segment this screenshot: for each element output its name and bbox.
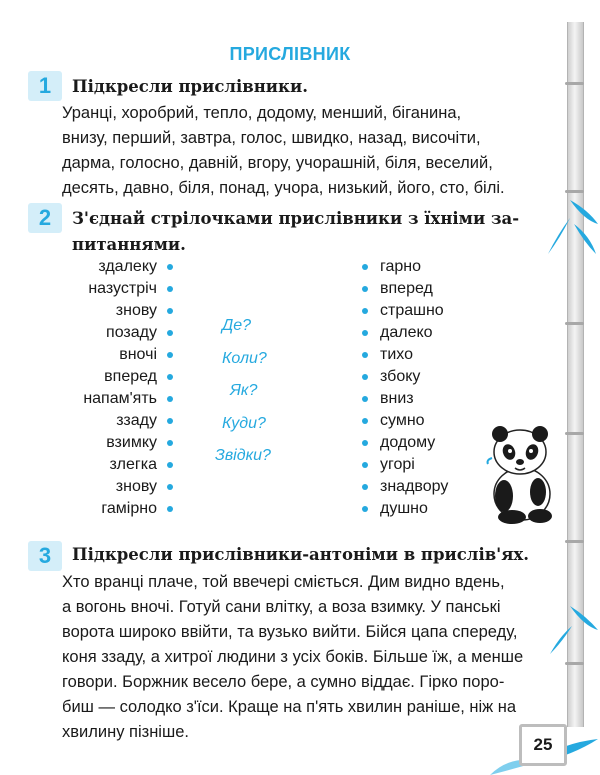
adverb-word: знадвору [380,478,449,495]
match-item[interactable] [362,388,502,410]
match-item[interactable] [362,366,502,388]
task-text [62,101,562,201]
adverb-word: вниз [380,390,414,407]
adverb-word: гарно [380,258,422,275]
connection-dot[interactable] [167,396,173,402]
connection-dot[interactable] [167,462,173,468]
adverb-word: збоку [380,368,421,385]
text-line: десять, давно, біля, понад, учора, низький, його, сто, білі. [62,179,505,197]
connection-dot[interactable] [167,418,173,424]
adverb-word: напам'ять [83,390,157,407]
task-title [72,206,562,258]
match-item[interactable] [362,300,502,322]
match-item[interactable] [362,498,502,520]
adverb-word: сумно [380,412,425,429]
adverb-word: знову [115,478,157,495]
text-line: дарма, голосно, давній, вгору, учорашній, біля, веселий, [62,154,493,172]
task-title-line: питаннями. [72,235,186,254]
text-line: коня ззаду, а хитрої людини з усіх боків. Більше їж, а менше [62,648,524,666]
connection-dot[interactable] [362,330,368,336]
match-item[interactable] [60,454,173,476]
adverb-word: вночі [119,346,157,363]
connection-dot[interactable] [362,418,368,424]
question-label[interactable]: Коли? [222,349,267,367]
adverb-word: взимку [106,434,157,451]
connection-dot[interactable] [167,440,173,446]
text-line: Уранці, хоробрий, тепло, додому, менший, біганина, [62,104,462,122]
connection-dot[interactable] [362,264,368,270]
connection-dot[interactable] [362,506,368,512]
adverb-word: знову [115,302,157,319]
match-item[interactable] [60,498,173,520]
task-number-badge: 3 [28,541,62,571]
adverb-word: позаду [106,324,157,341]
adverb-word: вперед [104,368,157,385]
connection-dot[interactable] [362,286,368,292]
match-item[interactable] [362,322,502,344]
match-item[interactable] [60,322,173,344]
task-number-badge: 2 [28,203,62,233]
adverb-word: назустріч [88,280,157,297]
match-item[interactable] [60,388,173,410]
connection-dot[interactable] [362,374,368,380]
match-item[interactable] [60,476,173,498]
connection-dot[interactable] [167,374,173,380]
connection-dot[interactable] [167,330,173,336]
adverb-word: додому [380,434,436,451]
match-item[interactable] [60,278,173,300]
question-label[interactable]: Звідки? [215,447,271,464]
page-title: ПРИСЛІВНИК [229,44,351,64]
connection-dot[interactable] [167,308,173,314]
connection-dot[interactable] [167,264,173,270]
panda-illustration [482,424,562,524]
match-item[interactable] [60,410,173,432]
match-item[interactable] [60,366,173,388]
connection-dot[interactable] [362,308,368,314]
match-item[interactable] [362,432,502,454]
question-label[interactable]: Куди? [222,414,266,432]
connection-dot[interactable] [362,396,368,402]
adverbs-right-column [362,256,502,520]
adverb-word: здалеку [98,258,157,275]
adverb-word: гамірно [101,500,157,517]
text-line: а вогонь вночі. Готуй сани влітку, а воза взимку. У панські [62,598,501,616]
task-title: Підкресли прислівники-антоніми в прислів'ях. [72,545,529,564]
adverb-word: тихо [380,346,413,363]
text-line: хвилину пізніше. [62,723,189,741]
match-item[interactable] [362,278,502,300]
match-item[interactable] [60,256,173,278]
match-item[interactable] [362,410,502,432]
match-item[interactable] [60,300,173,322]
text-line: Хто вранці плаче, той ввечері сміється. Дим видно вдень, [62,573,505,591]
question-label[interactable]: Як? [230,382,258,399]
match-item[interactable] [60,344,173,366]
match-item[interactable] [362,344,502,366]
adverb-word: вперед [380,280,433,297]
adverb-word: злегка [109,456,157,473]
connection-dot[interactable] [167,484,173,490]
text-line: внизу, перший, завтра, голос, швидко, назад, височіти, [62,129,481,147]
text-line: биш — солодко з'їси. Краще на п'ять хвилин раніше, ніж на [62,698,517,716]
connection-dot[interactable] [167,506,173,512]
match-item[interactable] [362,256,502,278]
match-item[interactable] [362,454,502,476]
adverb-word: ззаду [116,412,157,429]
connection-dot[interactable] [167,352,173,358]
text-line: говори. Боржник весело бере, а сумно віддає. Гірко поро- [62,673,505,691]
page-number: 25 [519,724,567,766]
task-title-line: З'єднай стрілочками прислівники з їхніми за- [72,209,520,228]
adverb-word: угорі [380,456,415,473]
adverb-word: далеко [380,324,433,341]
adverb-word: душно [380,500,428,517]
adverb-word: страшно [380,302,444,319]
task-number-badge: 1 [28,71,62,101]
question-label[interactable]: Де? [222,317,252,334]
connection-dot[interactable] [167,286,173,292]
connection-dot[interactable] [362,352,368,358]
match-item[interactable] [60,432,173,454]
connection-dot[interactable] [362,462,368,468]
connection-dot[interactable] [362,440,368,446]
text-line: ворота широко ввійти, та вузько вийти. Бійся цапа спереду, [62,623,518,641]
match-item[interactable] [362,476,502,498]
task-text [62,570,562,745]
task-title: Підкресли прислівники. [72,77,308,96]
connection-dot[interactable] [362,484,368,490]
adverbs-left-column [60,256,173,520]
questions-column [215,310,312,473]
